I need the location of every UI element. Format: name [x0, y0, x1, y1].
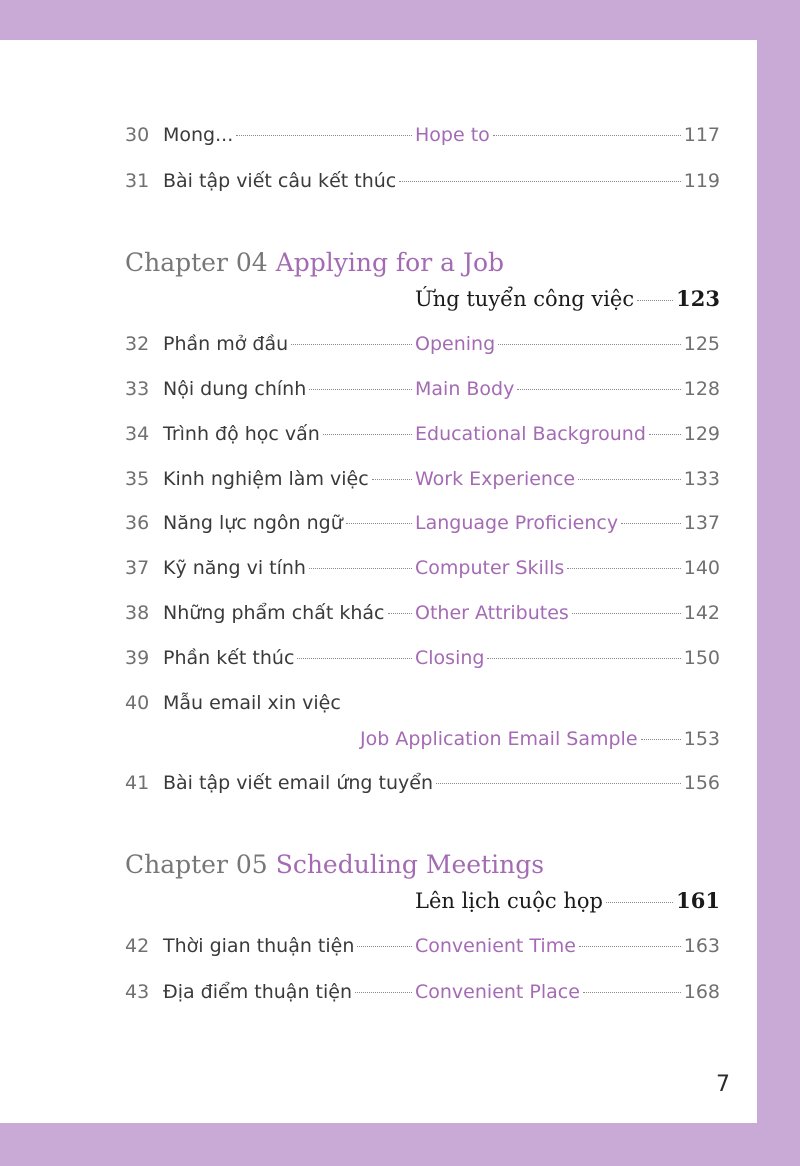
- entry-page: 156: [683, 772, 720, 794]
- toc-entry[interactable]: [125, 374, 720, 404]
- entry-page: 142: [683, 602, 720, 624]
- entry-number: 39: [125, 647, 150, 669]
- dot-leader: [572, 613, 681, 614]
- dot-leader: [493, 135, 681, 136]
- chapter-vi-title: Ứng tuyển công việc: [415, 287, 635, 311]
- chapter-label: Chapter 04: [125, 248, 268, 277]
- toc-entry[interactable]: [125, 977, 720, 1007]
- entry-vi-title: Năng lực ngôn ngữ: [163, 512, 343, 534]
- page-number: 7: [716, 1072, 730, 1097]
- dot-leader: [637, 300, 673, 301]
- chapter-page: 161: [676, 888, 720, 913]
- entry-number: 43: [125, 981, 150, 1003]
- entry-page: 153: [683, 728, 720, 750]
- entry-en-title: Convenient Place: [415, 981, 580, 1003]
- dot-leader: [399, 181, 681, 182]
- toc-entry-continuation[interactable]: [360, 724, 720, 754]
- entry-number: 36: [125, 512, 150, 534]
- chapter-label: Chapter 05: [125, 850, 268, 879]
- entry-number: 33: [125, 378, 150, 400]
- dot-leader: [649, 434, 681, 435]
- entry-number: 37: [125, 557, 150, 579]
- dot-leader: [372, 479, 412, 480]
- entry-page: 125: [683, 333, 720, 355]
- entry-vi-title: Mẫu email xin việc: [163, 692, 341, 714]
- entry-vi-title: Thời gian thuận tiện: [163, 935, 355, 957]
- dot-leader: [579, 946, 681, 947]
- dot-leader: [309, 568, 412, 569]
- entry-page: 150: [683, 647, 720, 669]
- dot-leader: [357, 946, 412, 947]
- entry-vi-title: Trình độ học vấn: [163, 423, 320, 445]
- entry-number: 30: [125, 124, 150, 146]
- chapter-heading[interactable]: [125, 246, 504, 280]
- entry-vi-title: Kinh nghiệm làm việc: [163, 468, 369, 490]
- dot-leader: [236, 135, 412, 136]
- chapter-page: 123: [676, 286, 720, 311]
- entry-en-title: Closing: [415, 647, 485, 669]
- entry-number: 32: [125, 333, 150, 355]
- entry-en-title: Other Attributes: [415, 602, 569, 624]
- entry-page: 117: [683, 124, 720, 146]
- entry-number: 34: [125, 423, 150, 445]
- entry-page: 128: [683, 378, 720, 400]
- toc-entry[interactable]: [125, 419, 720, 449]
- dot-leader: [641, 739, 681, 740]
- chapter-heading[interactable]: [125, 848, 544, 882]
- entry-page: 137: [683, 512, 720, 534]
- dot-leader: [355, 992, 412, 993]
- entry-vi-title: Mong...: [163, 124, 234, 146]
- entry-page: 168: [683, 981, 720, 1003]
- entry-en-title: Computer Skills: [415, 557, 565, 579]
- entry-en-title: Opening: [415, 333, 496, 355]
- entry-page: 129: [683, 423, 720, 445]
- dot-leader: [388, 613, 413, 614]
- entry-en-title: Work Experience: [415, 468, 576, 490]
- toc-entry[interactable]: [125, 329, 720, 359]
- book-page: [0, 40, 757, 1123]
- entry-page: 140: [683, 557, 720, 579]
- entry-number: 41: [125, 772, 150, 794]
- entry-vi-title: Nội dung chính: [163, 378, 307, 400]
- entry-vi-title: Địa điểm thuận tiện: [163, 981, 352, 1003]
- toc-entry[interactable]: [125, 598, 720, 628]
- toc-entry[interactable]: [125, 643, 720, 673]
- toc-entry[interactable]: [125, 931, 720, 961]
- entry-page: 163: [683, 935, 720, 957]
- toc-entry[interactable]: [125, 508, 720, 538]
- dot-leader: [498, 344, 681, 345]
- entry-page: 133: [683, 468, 720, 490]
- entry-number: 31: [125, 170, 150, 192]
- chapter-title: Scheduling Meetings: [275, 850, 545, 879]
- dot-leader: [291, 344, 412, 345]
- entry-en-title: Educational Background: [415, 423, 646, 445]
- entry-vi-title: Những phẩm chất khác: [163, 602, 385, 624]
- chapter-vi-line[interactable]: [415, 283, 720, 315]
- entry-en-title: Hope to: [415, 124, 490, 146]
- entry-number: 35: [125, 468, 150, 490]
- chapter-vi-title: Lên lịch cuộc họp: [415, 889, 603, 913]
- dot-leader: [517, 389, 680, 390]
- entry-vi-title: Bài tập viết câu kết thúc: [163, 170, 397, 192]
- dot-leader: [297, 658, 412, 659]
- dot-leader: [323, 434, 412, 435]
- dot-leader: [346, 523, 412, 524]
- entry-en-title: Convenient Time: [415, 935, 576, 957]
- toc-entry[interactable]: [125, 120, 720, 150]
- entry-en-title: Job Application Email Sample: [360, 728, 638, 750]
- dot-leader: [436, 783, 681, 784]
- entry-number: 38: [125, 602, 150, 624]
- chapter-title: Applying for a Job: [275, 248, 505, 277]
- entry-page: 119: [683, 170, 720, 192]
- entry-en-title: Main Body: [415, 378, 515, 400]
- dot-leader: [309, 389, 412, 390]
- dot-leader: [606, 902, 673, 903]
- entry-vi-title: Phần kết thúc: [163, 647, 295, 669]
- entry-en-title: Language Proficiency: [415, 512, 619, 534]
- dot-leader: [578, 479, 681, 480]
- toc-entry[interactable]: [125, 553, 720, 583]
- toc-entry[interactable]: [125, 768, 720, 798]
- dot-leader: [621, 523, 681, 524]
- entry-vi-title: Kỹ năng vi tính: [163, 557, 306, 579]
- toc-entry[interactable]: [125, 688, 720, 718]
- toc-entry[interactable]: [125, 464, 720, 494]
- entry-vi-title: Phần mở đầu: [163, 333, 289, 355]
- entry-vi-title: Bài tập viết email ứng tuyển: [163, 772, 433, 794]
- dot-leader: [567, 568, 680, 569]
- entry-number: 42: [125, 935, 150, 957]
- toc-entry[interactable]: [125, 166, 720, 196]
- dot-leader: [487, 658, 680, 659]
- chapter-vi-line[interactable]: [415, 885, 720, 917]
- entry-number: 40: [125, 692, 150, 714]
- dot-leader: [583, 992, 681, 993]
